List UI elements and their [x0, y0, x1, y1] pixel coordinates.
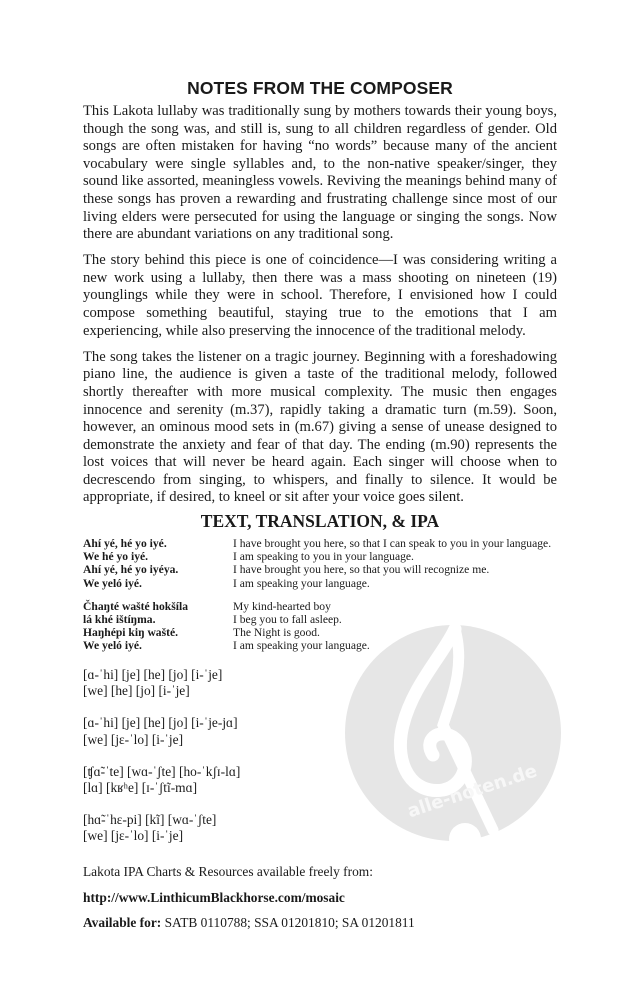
english-translation: I beg you to fall asleep.: [233, 613, 342, 627]
lyric-row: [83, 550, 563, 563]
ipa-line: [ɑ-ˈhi] [je] [he] [jo] [i-ˈje]: [83, 667, 223, 682]
english-translation: I am speaking your language.: [233, 639, 370, 653]
lakota-text: We hé yo iyé.: [83, 550, 149, 564]
lakota-text: Haŋhépi kiŋ wašté.: [83, 626, 179, 640]
watermark-text: alle-noten.de: [404, 760, 540, 823]
stanza: [83, 600, 563, 653]
lyric-row: [83, 563, 563, 576]
availability-values: SATB 0110788; SSA 01201810; SA 01201811: [161, 915, 415, 930]
english-translation: The Night is good.: [233, 626, 320, 640]
ipa-group: [83, 667, 240, 699]
english-translation: My kind-hearted boy: [233, 599, 331, 613]
ipa-line: [ɑ-ˈhi] [je] [he] [jo] [i-ˈje-jɑ]: [83, 715, 238, 731]
lyric-row: [83, 600, 563, 613]
lakota-text: lá khé ištíŋma.: [83, 613, 156, 627]
composer-notes: [83, 103, 557, 516]
notes-paragraph: The story behind this piece is one of coincidence—I was considering writing a new work using a lullaby, then there was a mass shooting on nineteen (19) younglings while they were in school. Therefore, I envisioned how I could compose something beautiful, staying true to the emotions that I am experiencing, while also preserving the innocence of the traditional melody.: [83, 252, 557, 339]
ipa-line: [we] [jɛ-ˈlo] [i-ˈje]: [83, 828, 184, 844]
english-translation: I have brought you here, so that I can speak to you in your language.: [233, 537, 552, 550]
lyric-row: [83, 639, 563, 652]
lyric-row: [83, 537, 563, 550]
lakota-text: We yeló iyé.: [83, 639, 142, 653]
ipa-group: [83, 812, 240, 844]
ipa-line: [we] [jɛ-ˈlo] [i-ˈje]: [83, 731, 184, 747]
english-translation: I am speaking to you in your language.: [233, 550, 414, 564]
ipa-group: [83, 764, 240, 796]
ipa-transcription: [83, 667, 240, 861]
lyric-row: [83, 613, 563, 626]
lyric-row: [83, 577, 563, 590]
text-translation-title: TEXT, TRANSLATION, & IPA: [200, 511, 440, 531]
notes-paragraph: This Lakota lullaby was traditionally sung by mothers towards their young boys, though the song was, and still is, sung to all children regardless of gender. Old songs are often mistaken for having “no words” because many of the ancient vocabulary were single syllables and, to the non-native speaker/singer, they sound like assorted, meaningless vowels. Reviving the meanings behind many of these songs has proven a rewarding and frustrating challenge since most of our living elders were persecuted for using the language or singing the songs. Now there are abundant variations on any traditional song.: [83, 103, 557, 243]
notes-title: NOTES FROM THE COMPOSER: [187, 78, 453, 98]
ipa-group: [83, 715, 240, 747]
ipa-line: [lɑ] [kʁʰe] [ɪ-ˈʃtĩ-mɑ]: [83, 780, 198, 796]
lakota-text: We yeló iyé.: [83, 576, 142, 590]
english-translation: I have brought you here, so that you will recognize me.: [233, 563, 490, 577]
lakota-text: Ahí yé, hé yo iyé.: [83, 537, 167, 550]
notes-paragraph: The song takes the listener on a tragic journey. Beginning with a foreshadowing piano line, the audience is given a taste of the traditional melody, followed shortly thereafter with more musical complexity. The music then engages innocence and serenity (m.37), rapidly taking a dramatic turn (m.59). Soon, however, an ominous mood sets in (m.67) giving a sense of unease designed to demonstrate the anxiety and fear of that day. The ending (m.90) represents the lost voices that will never be heard again. Each singer will choose when to decrescendo from singing, to whispers, and finally to silence. It would be appropriate, if desired, to kneel or sit after your voice goes silent.: [83, 348, 557, 506]
ipa-line: [ʧɑ̃-ˈte] [wɑ-ˈʃte] [ho-ˈkʃɪ-lɑ]: [83, 763, 241, 779]
resources-url-link[interactable]: http://www.LinthicumBlackhorse.com/mosaic: [83, 889, 345, 905]
resources-footer: [83, 864, 415, 941]
resources-text: Lakota IPA Charts & Resources available freely from:: [83, 864, 373, 879]
ipa-line: [hɑ̃-ˈhɛ-pi] [kĩ] [wɑ-ˈʃte]: [83, 812, 217, 828]
availability-line: [83, 915, 415, 931]
availability-label: Available for:: [83, 915, 162, 930]
ipa-line: [we] [he] [jo] [i-ˈje]: [83, 683, 190, 699]
lyrics-translation-table: [83, 537, 563, 663]
lakota-text: Čhaŋté wašté hokšíla: [83, 599, 189, 613]
stanza: [83, 537, 563, 590]
lyric-row: [83, 626, 563, 639]
lakota-text: Ahí yé, hé yo iyéya.: [83, 563, 179, 577]
english-translation: I am speaking your language.: [233, 576, 370, 590]
